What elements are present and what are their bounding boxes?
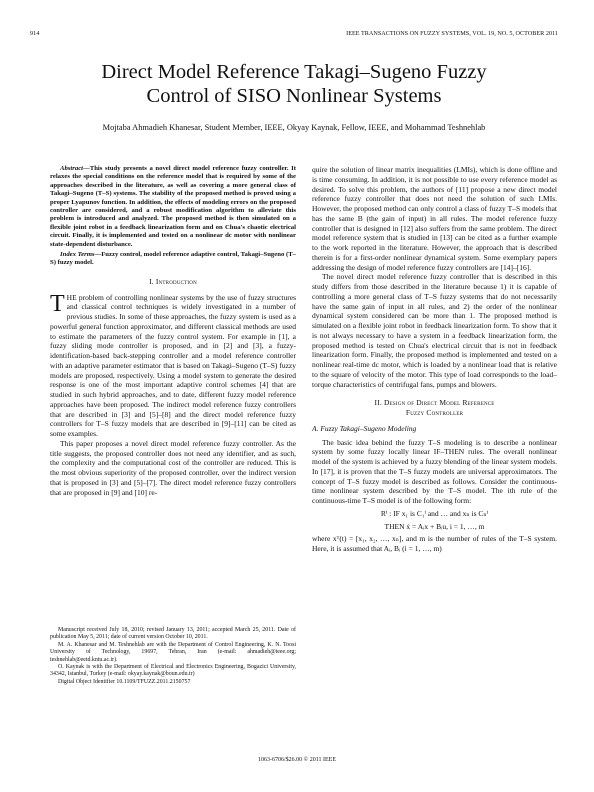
journal-name: IEEE TRANSACTIONS ON FUZZY SYSTEMS, VOL. 19, NO. 5, OCTOBER 2011: [346, 30, 558, 37]
subsection-heading: A. Fuzzy Takagi–Sugeno Modeling: [312, 423, 417, 433]
section-heading-design-line-1: II. Design of Direct Model Reference: [374, 398, 495, 408]
page-number: 914: [30, 30, 40, 37]
abstract-label: Abstract—: [60, 165, 90, 172]
index-terms-text: Fuzzy control, model reference adaptive control, Takagi–Sugeno (T–S) fuzzy model.: [50, 251, 297, 267]
drop-cap: T: [50, 290, 65, 317]
title-line-1: Direct Model Reference Takagi–Sugeno Fuzzy: [101, 61, 487, 83]
right-paragraph-3: The basic idea behind the fuzzy T–S modeling is to describe a nonlinear system by some fuzzy locally linear IF–THEN rules. The overall nonlinear model of the system is achieved by a fuzzy blending of the linear system models. In [17], it is proven that the T–S fuzzy models are universal approximators. The concept of T–S fuzzy model is described as follows. Consider the continuous-time nonlinear system described by the T–S model. The ith rule of the continuous-time T–S model is of the following form:: [312, 437, 557, 505]
index-terms: [50, 251, 296, 268]
running-header: [30, 30, 558, 40]
section-heading-design: [312, 398, 557, 418]
intro-paragraph-1: [50, 290, 296, 439]
section-heading-design-line-2: Fuzzy Controller: [405, 408, 464, 417]
abstract-text: This study presents a novel direct model reference fuzzy controller. It relaxes the special conditions on the reference model that is required by some of the approaches described in the literature, as well as covering a more general class of Takagi–Sugeno (T–S) systems. The stability of the proposed method is proved using a proper Lyapunov function. In addition, the effects of modeling errors on the proposed controller are considered, and a robust modification algorithm to alleviate this problem is introduced and analyzed. The proposed method is then simulated on a flexible joint robot in a feedback linearization form and on Chua's chaotic electrical circuit. Finally, it is implemented and tested on a nonlinear dc motor with nonlinear state-dependent disturbance.: [50, 165, 296, 248]
footnote-affiliation-1: M. A. Khanesar and M. Teshnehlab are with the Department of Control Engineering, K. N. Toosi University of Technology, 19697, Tehran, Iran (e-mail: ahmadieh@ieee.org; teshnehlab@eetd.kntu.ac.ir).: [50, 641, 296, 663]
paper-title: [30, 60, 558, 108]
title-line-2: Control of SISO Nonlinear Systems: [146, 85, 442, 107]
section-heading-introduction: I. Introduction: [149, 276, 197, 286]
footnote-doi: Digital Object Identifier 10.1109/TFUZZ.2011.2150757: [58, 678, 191, 685]
right-paragraph-1: quire the solution of linear matrix inequalities (LMIs), which is done offline and is time consuming. In addition, it is not possible to use every reference model as desired. To solve this problem, the authors of [11] propose a new direct model reference fuzzy controller that does not need the solution of such LMIs. However, the proposed method can only control a class of fuzzy T–S models that has the same B (the gain of input) in all rules. The model reference fuzzy controller that is designed in [12] also suffers from the same problem. The direct model reference system that is studied in [13] can be cited as a further example to the work reported in the literature. However, the approach that is described therein is for a first-order nonlinear dynamical system. Some exemplary papers addressing the design of model reference fuzzy controllers are [14]–[16].: [312, 165, 557, 272]
right-paragraph-2: The novel direct model reference fuzzy controller that is described in this study differs from those described in the literature because 1) it is capable of controlling a more general class of T–S fuzzy systems that do not necessarily have the same gain of input in all rules, and 2) the order of the nonlinear dynamical system considered can be more than 1. The proposed method is simulated on a flexible joint robot in feedback linearization form. To show that it is not always necessary to have a system in a feedback linearization form, the proposed method is tested on Chua's electrical circuit that is not in feedback linearization form. Finally, the proposed method is implemented and tested on a nonlinear real-time dc motor, which is loaded by a nonlinear load that is relative to the square of velocity of the motor. This type of load corresponds to the load–torque characteristics of centrifugal fans, pumps and blowers.: [312, 272, 557, 389]
abstract: [50, 165, 296, 249]
footnote-affiliation-2: O. Kaynak is with the Department of Electrical and Electronics Engineering, Bogazici University, 34342, Istanbul, Turkey (e-mail: okyay.kaynak@boun.edu.tr): [50, 664, 296, 678]
left-column: [50, 165, 296, 497]
intro-paragraph-2: This paper proposes a novel direct model reference fuzzy controller. As the title suggests, the proposed controller does not need any identifier, and as such, the complexity and the computational cost of the controller are reduced. This is the most obvious superiority of the proposed controller, over the indirect version that is proposed in [3] and [5]–[7]. The direct model reference fuzzy controllers that are proposed in [9] and [10] re-: [50, 438, 296, 497]
index-terms-label: Index Terms—: [60, 251, 102, 259]
right-column: [312, 165, 557, 554]
equation-rule-then: THEN ẋ = Aᵢx + Bᵢu, i = 1, …, m: [384, 521, 485, 531]
footnote-manuscript: Manuscript received July 18, 2010; revised January 13, 2011; accepted March 25, 2011. Date of publication May 5, 2011; date of current version October 10, 2011.: [50, 627, 296, 641]
footnotes: [50, 627, 296, 686]
author-list: Mojtaba Ahmadieh Khanesar, Student Member, IEEE, Okyay Kaynak, Fellow, IEEE, and Mohammad Teshnehlab: [102, 123, 486, 132]
intro-paragraph-1-text: HE problem of controlling nonlinear systems by the use of fuzzy structures and classical control techniques is widely investigated in a number of previous studies. In some of these approaches, the fuzzy system is used as a powerful general function approximator, and different classical methods are used to estimate the parameters of the fuzzy control system. For example in [1], a fuzzy sliding mode controller is proposed, and in [2] and [3], a fuzzy-identification-based back-stepping controller and a model reference controller with an adaptive parameter estimator that is based on Takagi–Sugeno (T–S) fuzzy models are proposed, respectively. Using a model system to generate the desired response is one of the most important adaptive control schemes [4] that are studied in such hybrid approaches, and to date, different fuzzy model reference approaches have been proposed. The indirect model reference fuzzy controllers that are described in [3] and [5]–[8] and the direct model reference fuzzy controllers for T–S fuzzy models that are described in [9]–[11] can be cited as some examples.: [50, 292, 296, 439]
equation-rule-if: Rⁱ : IF x₁ is C₁ⁱ and … and xₙ is Cₙⁱ: [380, 508, 489, 518]
page-footer: 1063-6706/$26.00 © 2011 IEEE: [258, 757, 336, 763]
right-paragraph-4: where xᵀ(t) = [x₁, x₂, …, xₙ], and m is the number of rules of the T–S system. Here, it is assumed that Aᵢ, Bᵢ (i = 1, …, m): [312, 534, 557, 553]
